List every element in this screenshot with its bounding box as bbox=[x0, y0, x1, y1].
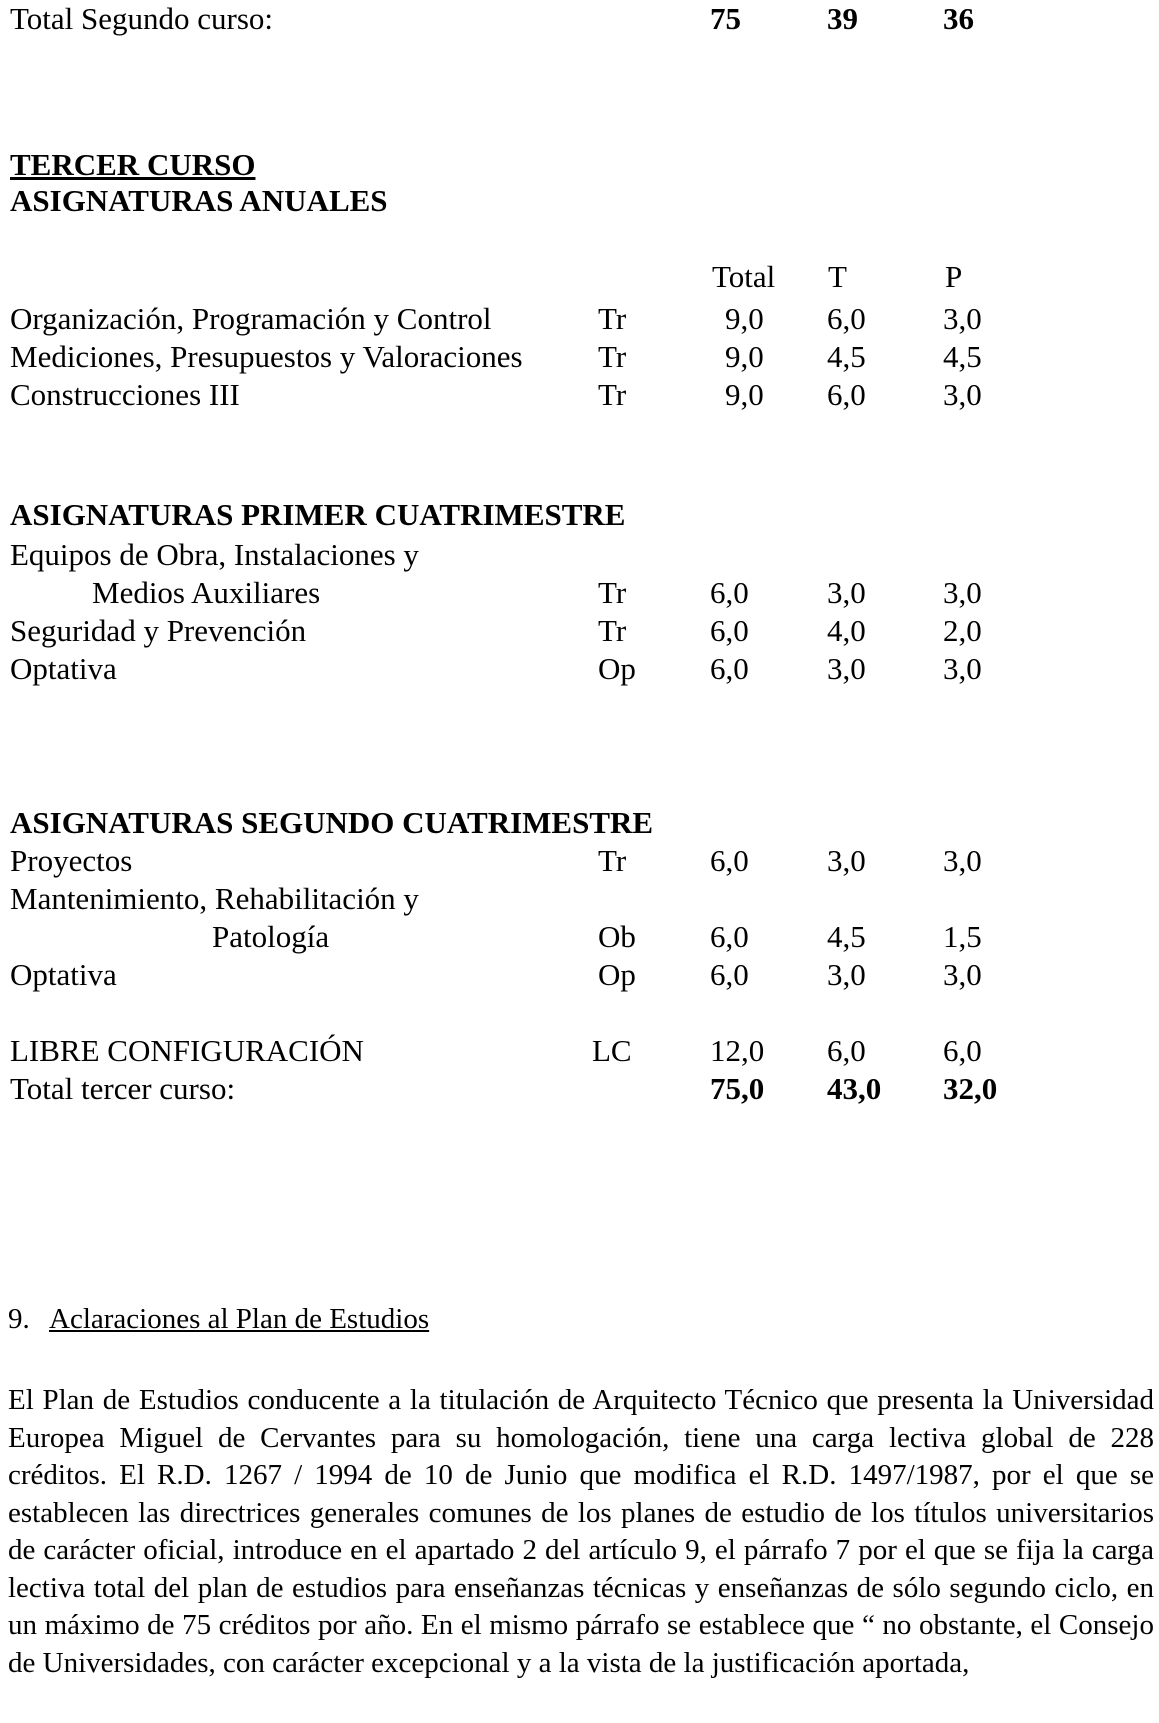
subject-type: Tr bbox=[598, 377, 627, 412]
row-t: 43,0 bbox=[827, 1071, 882, 1106]
table-row-line1 bbox=[0, 536, 1159, 574]
subject-p: 3,0 bbox=[943, 957, 982, 992]
table-row bbox=[0, 376, 1159, 414]
subject-total: 6,0 bbox=[710, 957, 749, 992]
row-t: 39 bbox=[827, 1, 858, 36]
subject-p: 2,0 bbox=[943, 613, 982, 648]
subject-t: 3,0 bbox=[827, 843, 866, 878]
subject-t: 6,0 bbox=[827, 377, 866, 412]
col-header-total: Total bbox=[712, 259, 776, 294]
table-row-line1 bbox=[0, 880, 1159, 918]
subject-total: 9,0 bbox=[725, 301, 764, 336]
subject-t: 3,0 bbox=[827, 575, 866, 610]
subject-t: 4,0 bbox=[827, 613, 866, 648]
tercer-curso-title: TERCER CURSO bbox=[10, 147, 256, 182]
subject-name-line2: Medios Auxiliares bbox=[92, 575, 321, 610]
subject-p: 6,0 bbox=[943, 1033, 982, 1068]
row-p: 36 bbox=[943, 1, 974, 36]
subject-type: Op bbox=[598, 957, 636, 992]
table-row bbox=[0, 574, 1159, 612]
subject-name: Organización, Programación y Control bbox=[10, 301, 492, 336]
subject-p: 3,0 bbox=[943, 575, 982, 610]
primer-cuatrimestre-heading: ASIGNATURAS PRIMER CUATRIMESTRE bbox=[10, 497, 626, 532]
subject-name-line2: Patología bbox=[212, 919, 330, 954]
section-9-heading bbox=[8, 1300, 429, 1338]
subject-type: Tr bbox=[598, 843, 627, 878]
subject-p: 3,0 bbox=[943, 301, 982, 336]
subject-total: 6,0 bbox=[710, 613, 749, 648]
table-row bbox=[0, 612, 1159, 650]
table-row bbox=[0, 650, 1159, 688]
subject-name: Optativa bbox=[10, 651, 117, 686]
subject-total: 12,0 bbox=[710, 1033, 765, 1068]
subject-p: 4,5 bbox=[943, 339, 982, 374]
subject-total: 6,0 bbox=[710, 919, 749, 954]
subject-p: 3,0 bbox=[943, 377, 982, 412]
column-headers bbox=[0, 258, 1159, 296]
row-p: 32,0 bbox=[943, 1071, 998, 1106]
subject-type: Tr bbox=[598, 575, 627, 610]
subject-total: 9,0 bbox=[725, 339, 764, 374]
table-row bbox=[0, 338, 1159, 376]
subject-name-line1: Mantenimiento, Rehabilitación y bbox=[10, 881, 419, 916]
subject-t: 6,0 bbox=[827, 1033, 866, 1068]
subject-name: Proyectos bbox=[10, 843, 133, 878]
subject-total: 9,0 bbox=[725, 377, 764, 412]
col-header-t: T bbox=[828, 259, 847, 294]
section-number: 9. bbox=[8, 1303, 30, 1335]
row-label: Total tercer curso: bbox=[10, 1071, 236, 1106]
row-total: 75,0 bbox=[710, 1071, 765, 1106]
subject-total: 6,0 bbox=[710, 651, 749, 686]
tercer-curso-total-row bbox=[0, 1070, 1159, 1108]
table-row bbox=[0, 300, 1159, 338]
subject-total: 6,0 bbox=[710, 575, 749, 610]
subject-type: Ob bbox=[598, 919, 636, 954]
anuales-heading: ASIGNATURAS ANUALES bbox=[10, 183, 388, 218]
body-paragraph: El Plan de Estudios conducente a la titulación de Arquitecto Técnico que presenta la Universidad Europea Miguel de Cervantes para su homologación, tiene una carga lectiva global de 228 créditos. El R.D. 1267 / 1994 de 10 de Junio que modifica el R.D. 1497/1987, por el que se establecen las directrices generales comunes de los planes de estudio de los títulos universitarios de carácter oficial, introduce en el apartado 2 del artículo 9, el párrafo 7 por el que se fija la carga lectiva total del plan de estudios para enseñanzas técnicas y enseñanzas de sólo segundo ciclo, en un máximo de 75 créditos por año. En el mismo párrafo se establece que “ no obstante, el Consejo de Universidades, con carácter excepcional y a la vista de la justificación aportada, bbox=[8, 1384, 1154, 1679]
table-row bbox=[0, 918, 1159, 956]
col-header-p: P bbox=[945, 259, 963, 294]
row-label: Total Segundo curso: bbox=[10, 1, 274, 36]
subject-name: Optativa bbox=[10, 957, 117, 992]
segundo-cuatrimestre-heading: ASIGNATURAS SEGUNDO CUATRIMESTRE bbox=[10, 805, 654, 840]
subject-name: Construcciones III bbox=[10, 377, 240, 412]
section-title: Aclaraciones al Plan de Estudios bbox=[49, 1303, 430, 1335]
subject-name: Seguridad y Prevención bbox=[10, 613, 307, 648]
table-row-libre bbox=[0, 1032, 1159, 1070]
subject-name: Mediciones, Presupuestos y Valoraciones bbox=[10, 339, 523, 374]
subject-type: Tr bbox=[598, 339, 627, 374]
subject-name: LIBRE CONFIGURACIÓN bbox=[10, 1033, 364, 1068]
subject-total: 6,0 bbox=[710, 843, 749, 878]
subject-t: 4,5 bbox=[827, 339, 866, 374]
subject-p: 3,0 bbox=[943, 651, 982, 686]
row-total: 75 bbox=[710, 1, 741, 36]
subject-name-line1: Equipos de Obra, Instalaciones y bbox=[10, 537, 419, 572]
subject-t: 4,5 bbox=[827, 919, 866, 954]
segundo-curso-total-row bbox=[0, 0, 1159, 38]
subject-t: 3,0 bbox=[827, 957, 866, 992]
subject-type: Tr bbox=[598, 301, 627, 336]
table-row bbox=[0, 956, 1159, 994]
subject-type: Op bbox=[598, 651, 636, 686]
subject-type: LC bbox=[592, 1033, 632, 1068]
subject-t: 6,0 bbox=[827, 301, 866, 336]
subject-t: 3,0 bbox=[827, 651, 866, 686]
subject-p: 3,0 bbox=[943, 843, 982, 878]
subject-type: Tr bbox=[598, 613, 627, 648]
subject-p: 1,5 bbox=[943, 919, 982, 954]
table-row bbox=[0, 842, 1159, 880]
